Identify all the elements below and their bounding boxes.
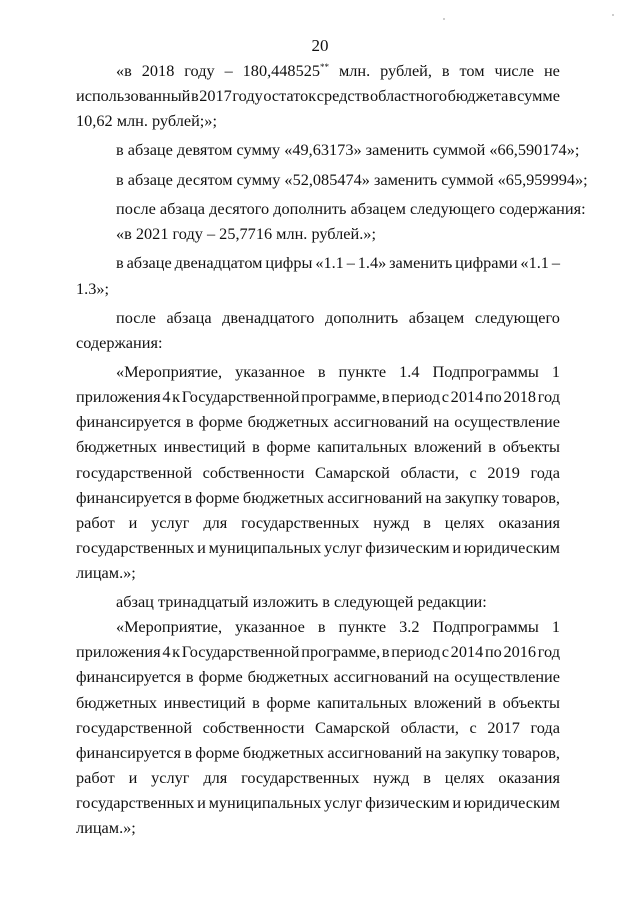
text-line: «Мероприятие, указанное в пункте 3.2 Подпрограммы 1 xyxy=(116,617,560,637)
text-line: бюджетных инвестиций в форме капитальных вложений в объекты xyxy=(76,437,560,457)
text-line: абзац тринадцатый изложить в следующей редакции: xyxy=(116,592,487,612)
text-line: работ и услуг для государственных нужд в целях оказания xyxy=(76,512,560,532)
text-line: после абзаца десятого дополнить абзацем следующего содержания: xyxy=(116,199,586,219)
text-line: бюджетных инвестиций в форме капитальных вложений в объекты xyxy=(76,692,560,712)
body-text xyxy=(76,58,588,840)
page-number: 20 xyxy=(311,36,329,55)
text-line: «Мероприятие, указанное в пункте 1.4 Подпрограммы 1 xyxy=(116,362,560,382)
text-line: 1.3»; xyxy=(76,278,110,298)
text-line: приложения 4 к Государственной программе, в период с 2014 по 2016 год xyxy=(76,642,560,662)
text-line: финансируется в форме бюджетных ассигнований на закупку товаров, xyxy=(76,487,560,507)
text-line: лицам.»; xyxy=(76,562,136,582)
text-line: 10,62 млн. рублей;»; xyxy=(76,111,217,131)
text-line: государственной собственности Самарской области, с 2019 года xyxy=(76,462,560,482)
text-line: «в 2018 году – 180,448525** млн. рублей, в том числе не xyxy=(116,61,560,80)
text-line: в абзаце двенадцатом цифры «1.1 – 1.4» заменить цифрами «1.1 – xyxy=(116,253,560,273)
text-line: в абзаце десятом сумму «52,085474» заменить суммой «65,959994»; xyxy=(116,169,588,189)
text-line: финансируется в форме бюджетных ассигнований на осуществление xyxy=(76,412,560,432)
text-line: лицам.»; xyxy=(76,818,136,838)
text-line: работ и услуг для государственных нужд в целях оказания xyxy=(76,767,560,787)
text-line: финансируется в форме бюджетных ассигнований на закупку товаров, xyxy=(76,742,560,762)
scan-speck xyxy=(612,14,614,16)
text-line: содержания: xyxy=(76,332,163,352)
text-line: после абзаца двенадцатого дополнить абзацем следующего xyxy=(116,307,560,327)
text-line: использованный в 2017 году остаток средств областного бюджета в сумме xyxy=(76,86,560,106)
text-line: приложения 4 к Государственной программе, в период с 2014 по 2018 год xyxy=(76,387,560,407)
text-line: государственных и муниципальных услуг физическим и юридическим xyxy=(76,792,560,812)
text-line: государственной собственности Самарской области, с 2017 года xyxy=(76,717,560,737)
text-line: финансируется в форме бюджетных ассигнований на осуществление xyxy=(76,667,560,687)
scan-speck xyxy=(443,18,445,20)
text-line: государственных и муниципальных услуг физическим и юридическим xyxy=(76,537,560,557)
text-line: «в 2021 году – 25,7716 млн. рублей.»; xyxy=(116,224,376,244)
text-line: в абзаце девятом сумму «49,63173» заменить суммой «66,590174»; xyxy=(116,140,580,160)
